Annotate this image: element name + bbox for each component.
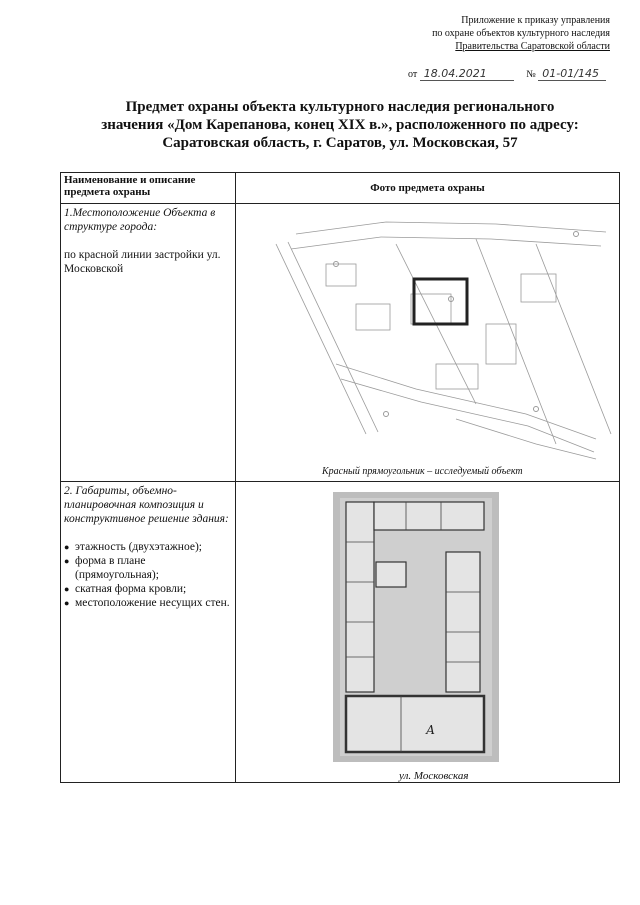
table-row: [61, 204, 620, 482]
bullet-icon: ●: [64, 542, 70, 552]
document-title: [60, 98, 620, 152]
list-item: ● этажность (двухэтажное);: [64, 541, 202, 553]
bullet-icon: ●: [64, 598, 70, 608]
order-date: 18.04.2021: [420, 67, 514, 81]
row1-title: Местоположение Объекта в структуре города:: [64, 207, 216, 233]
appendix-line-2: по охране объектов культурного наследия: [432, 28, 610, 39]
row2-title: 2. Габариты, объемно-планировочная композиция и конструктивное решение здания:: [64, 485, 229, 525]
appendix-line-3: Правительства Саратовской области: [455, 41, 610, 52]
title-line-1: Предмет охраны объекта культурного наследия регионального: [125, 99, 555, 115]
object-marker: [414, 279, 467, 324]
number-label: №: [526, 69, 536, 80]
order-number: 01-01/145: [538, 67, 606, 81]
appendix-block: [310, 14, 610, 53]
list-item: ● форма в плане (прямоугольная);: [64, 555, 159, 581]
list-item: ● местоположение несущих стен.: [64, 597, 230, 609]
header-photo: Фото предмета охраны: [236, 173, 620, 204]
floor-plan: [236, 482, 626, 782]
title-line-2: значения «Дом Карепанова, конец XIX в.», расположенного по адресу:: [101, 117, 579, 133]
row1-photo-cell: [236, 204, 620, 482]
table-header-row: [61, 173, 620, 204]
row1-description: [61, 204, 236, 482]
row1-number: 1.: [64, 207, 73, 219]
plan-label-a: А: [426, 723, 436, 737]
from-label: от: [408, 69, 418, 80]
order-reference: [408, 67, 606, 81]
location-map: [236, 204, 626, 481]
list-item: ● скатная форма кровли;: [64, 583, 187, 595]
title-line-3: Саратовская область, г. Саратов, ул. Московская, 57: [162, 135, 518, 151]
bullet-icon: ●: [64, 584, 70, 594]
row1-text: по красной линии застройки ул. Московской: [64, 249, 221, 275]
row2-caption: ул. Московская: [399, 770, 469, 782]
table-row: [61, 482, 620, 783]
bullet-icon: ●: [64, 556, 70, 566]
row2-photo-cell: [236, 482, 620, 783]
row1-caption: Красный прямоугольник – исследуемый объект: [322, 466, 523, 477]
protection-table: [60, 172, 620, 783]
header-description: Наименование и описание предмета охраны: [61, 173, 236, 204]
row2-description: [61, 482, 236, 783]
appendix-line-1: Приложение к приказу управления: [461, 15, 610, 26]
